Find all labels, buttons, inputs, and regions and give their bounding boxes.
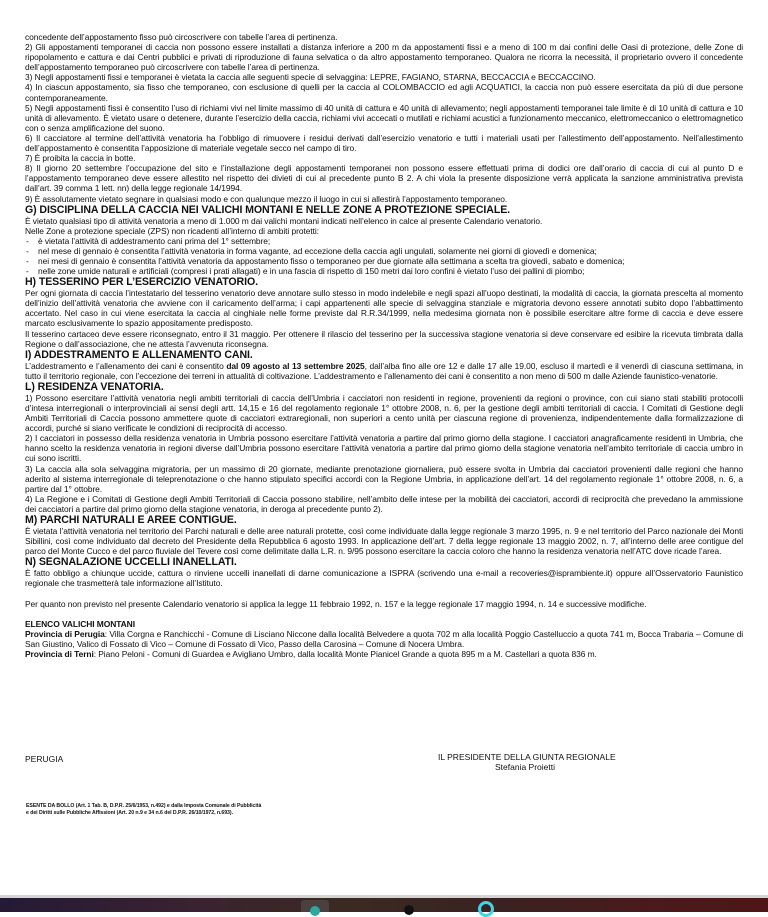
- paragraph: 2) Gli appostamenti temporanei di caccia non possono essere installati a distanza inferiore a 200 m da appostamenti fissi e a meno di 100 m dai confini delle Oasi di protezione, delle Zone di ripopolamento e cattura e dai Centri pubblici e privati di riproduzione di fauna selvatica o da altro appostamento temporaneo. Qualora ne ricorra la necessità, il proprietario ovvero il concedente dell’appostamento temporaneo può circoscrivere con tabelle l’area di pertinenza.: [25, 42, 743, 73]
- paragraph: 3) Negli appostamenti fissi e temporanei è vietata la caccia alle seguenti specie di selvaggina: LEPRE, FAGIANO, STARNA, BECCACCIA e BECCACCINO.: [25, 72, 596, 83]
- province-label: Provincia di Perugia: [25, 628, 105, 639]
- paragraph: 3) La caccia alla sola selvaggina migratoria, per un massimo di 20 giornate, mediante prenotazione giornaliera, può essere svolta in Umbria dai cacciatori provenienti dalle regioni che hanno aderito al sistema interregionale di teleprenotazione o che hanno stipulato specifici accordi con la Regione Umbria, in applicazione dell’art. 14 del regolamento regionale 1° ottobre 2008, n. 6, a partire dal 1° ottobre.: [25, 463, 743, 494]
- paragraph: [25, 361, 743, 381]
- signatory-name: Stefania Proietti: [495, 762, 556, 772]
- text: : Villa Corgna e Ranchicchi - Comune di Lisciano Niccone dalla località Belvedere a quota 702 m alla località Poggio Castelluccio a quota 741 m, Bocca Trabaria – Comune di San Giustino, Valico di Fossato di Vico – Comune di Fossato di Vico, Passo della Carosina – Comune di Nocera Umbra.: [25, 628, 743, 649]
- valichi-title: [25, 619, 743, 629]
- app-glyph-icon: [310, 906, 320, 916]
- paragraph: 9) È assolutamente vietato segnare in qualsiasi modo e con qualunque mezzo il luogo in cui si allestirà l’appostamento temporaneo.: [25, 193, 508, 204]
- section-h-heading: H) TESSERINO PER L’ESERCIZIO VENATORIO.: [25, 276, 258, 289]
- province-label: Provincia di Terni: [25, 648, 94, 659]
- document-body: [25, 32, 743, 659]
- paragraph: 8) Il giorno 20 settembre l’occupazione del sito e l’installazione degli appostamenti temporanei non possono essere effettuati prima di dodici ore dall’orario di caccia di cui al punto D e l’appostamento temporaneo deve essere allestito nel rispetto dei divieti di cui al precedente punto B 2. A chi viola la presente disposizione verrà applicata la sanzione amministrativa prevista dall’art. 39 comma 1 lett. nn) della legge regionale 14/1994.: [25, 163, 743, 194]
- paragraph: È fatto obbligo a chiunque uccide, cattura o rinviene uccelli inanellati di darne comunicazione a ISPRA (scrivendo una e-mail a recoveries@isprambiente.it) oppure all’Osservatorio Faunistico regionale che trasmetterà tale informazione all’Istituto.: [25, 568, 743, 589]
- paragraph: Per ogni giornata di caccia l’intestatario del tesserino venatorio deve annotare sullo stesso in modo indelebile e negli spazi all’uopo destinati, la modalità di caccia, la giornata prescelta al momento dell’inizio dell’attività venatoria che avviene con il caricamento dell’arma; i capi appartenenti alle specie di selvaggina stanziale e migratoria devono essere annotati subito dopo l’abbattimento accertato. Nel caso in cui viene esercitata la caccia al cinghiale nelle forme previste dal R.R.34/1999, nella medesima giornata non è possibile esercitare altre forme di caccia e deve essere marcato esclusivamente lo spazio appositamente predisposto.: [25, 288, 743, 329]
- section-g-heading: G) DISCIPLINA DELLA CACCIA NEI VALICHI MONTANI E NELLE ZONE A PROTEZIONE SPECIALE.: [25, 203, 511, 216]
- list-item: - nel mese di gennaio è consentita l’attività venatoria in forma vagante, ad eccezione della caccia agli ungulati, solamente nei giorni di giovedì e domenica;: [25, 246, 743, 256]
- date-range: dal 09 agosto al 13 settembre 2025: [226, 360, 365, 371]
- section-l-heading: L) RESIDENZA VENATORIA.: [25, 380, 164, 393]
- section-n-heading: N) SEGNALAZIONE UCCELLI INANELLATI.: [25, 556, 237, 569]
- paragraph: 7) È proibita la caccia in botte.: [25, 153, 136, 164]
- dark-app-icon[interactable]: [404, 905, 414, 915]
- paragraph: 1) Possono esercitare l’attività venatoria negli ambiti territoriali di caccia dell’Umbria i cacciatori non residenti in regione, provenienti da regioni o province, con cui siano stati stabiliti protocolli d’intesa interregionali o interprovinciali ai sensi degli artt. 14,15 e 16 del regolamento regionale 1° ottobre 2008, n. 6, per la gestione degli ambiti territoriali di caccia. I Comitati di Gestione degli Ambiti Territoriali di Caccia possono ammettere quote di cacciatori extraregionali, non superiori a cento unità per ciascuna regione di provenienza, indipendentemente dalla formalizzazione di accordi, purché si siano verificate le condizioni di reciprocità di accesso.: [25, 392, 743, 434]
- place: PERUGIA: [25, 754, 64, 764]
- list-item: - è vietata l’attività di addestramento cani prima del 1° settembre;: [25, 236, 743, 246]
- spacer: [25, 589, 743, 599]
- section-m-heading: M) PARCHI NATURALI E AREE CONTIGUE.: [25, 514, 237, 527]
- spacer: [25, 609, 743, 619]
- stamp-line: e dei Diritti sulle Pubbliche Affissioni (Art. 20 n.9 e 34 n.6 del D.P.R. 26/10/1972, n.693).: [26, 810, 233, 816]
- valichi-title-text: ELENCO VALICHI MONTANI: [25, 618, 135, 629]
- section-i-heading: I) ADDESTRAMENTO E ALLENAMENTO CANI.: [25, 348, 253, 361]
- paragraph: 2) I cacciatori in possesso della residenza venatoria in Umbria possono esercitare l’attività venatoria a partire dal primo giorno della stagione. I cacciatori anagraficamente residenti in Umbria, che hanno scelto la residenza venatoria in regioni diverse dall’Umbria possono esercitare l’attività venatoria a partire dal primo giorno della stagione venatoria nell’ambito territoriale di caccia umbro in cui sono iscritti.: [25, 433, 743, 464]
- stamp-duty-note: [26, 803, 261, 817]
- signature-block: [438, 752, 638, 772]
- paragraph: 6) Il cacciatore al termine dell’attività venatoria ha l’obbligo di rimuovere i residui derivati dall’esercizio venatorio e tutti i materiali usati per l’allestimento dell’appostamento. Nell’allestimento dell’appostamento è consentita l’apposizione di materiale vegetale secco nel campo di tiro.: [25, 132, 743, 154]
- stamp-line: ESENTE DA BOLLO (Art. 1 Tab. B, D.P.R. 25/6/1953, n.492) e dalla Imposta Comunale di Pubblicità: [26, 803, 262, 809]
- ring-app-icon[interactable]: [478, 901, 494, 917]
- paragraph: 4) In ciascun appostamento, sia fisso che temporaneo, con esclusione di quelli per la caccia al COLOMBACCIO ed agli ACQUATICI, la caccia non può essere esercitata da più di due persone contemporaneamente.: [25, 82, 743, 103]
- paragraph: Nelle Zone a protezione speciale (ZPS) non ricadenti all’interno di ambiti protetti:: [25, 225, 319, 236]
- paragraph: 5) Negli appostamenti fissi è consentito l’uso di richiami vivi nel limite massimo di 40 unità di cattura e 40 unità di allevamento; negli appostamenti temporanei tale limite è di 10 unità di cattura e 10 unità di allevamento. È vietato usare o detenere, durante l’esercizio della caccia, richiami vivi accecati o mutilati e richiami acustici a funzionamento meccanico, elettromeccanico o elettromagnetico con o senza amplificazione del suono.: [25, 102, 743, 133]
- valichi-perugia: [25, 629, 743, 649]
- closing-paragraph: Per quanto non previsto nel presente Calendario venatorio si applica la legge 11 febbraio 1992, n. 157 e la legge regionale 17 maggio 1994, n. 14 e successive modifiche.: [25, 598, 647, 609]
- paragraph: 4) La Regione e i Comitati di Gestione degli Ambiti Territoriali di Caccia possono stabilire, nell’ambito delle intese per la mobilità dei cacciatori, accordi di reciprocità che prevedano la ammissione dei cacciatori a partire dal primo giorno della stagione venatoria, in deroga al precedente punto 2).: [25, 493, 743, 514]
- text: : Piano Peloni - Comuni di Guardea e Avigliano Umbro, dalla località Monte Pianicel Grande a quota 895 m a M. Castellari a quota 836 m.: [93, 648, 597, 659]
- valichi-terni: [25, 649, 743, 659]
- list-item: - nei mesi di gennaio è consentita l’attività venatoria da appostamento fisso o temporaneo per due giornate alla settimana a scelta tra giovedì, sabato e domenica;: [25, 256, 743, 266]
- text: L’addestramento e l’allenamento dei cani è consentito: [25, 360, 227, 371]
- signatory-role: IL PRESIDENTE DELLA GIUNTA REGIONALE: [438, 752, 616, 762]
- text: , dall’alba fino alle ore 12 e dalle 17 alle 19.00, escluso il martedì e il venerdì di ciascuna settimana, in tutto il territorio regionale, con l’eccezione dei terreni in attualità di coltivazione. L’addestramento e l’allenamento dei cani è consentito a non meno di 500 m dalle Aziende faunistico-venatorie.: [25, 360, 743, 381]
- paragraph: È vietato qualsiasi tipo di attività venatoria a meno di 1.000 m dai valichi montani indicati nell’elenco in calce al presente Calendario venatorio.: [25, 215, 543, 226]
- paragraph: È vietata l’attività venatoria nel territorio dei Parchi naturali e delle aree naturali protette, così come individuate dalla legge regionale 3 marzo 1995, n. 9 e nel territorio del Parco nazionale dei Monti Sibillini, così come individuato dal decreto del Presidente della Repubblica 6 agosto 1993. In applicazione dell’art. 7 della legge regionale 13 maggio 2002, n. 7, all’interno delle aree contigue del parco del Monte Cucco e del parco fluviale del Tevere così come delimitate dalla L.R. n. 9/95 possono esercitare la caccia coloro che hanno la residenza venatoria nell’ATC dove ricade l’area.: [25, 526, 743, 557]
- paragraph: Il tesserino cartaceo deve essere riconsegnato, entro il 31 maggio. Per ottenere il rilascio del tesserino per la successiva stagione venatoria si deve conservare ed esibire la ricevuta timbrata dalla Regione o dall’associazione, che ne attesta l’avvenuta riconsegna.: [25, 328, 743, 349]
- list-item: - nelle zone umide naturali e artificiali (compresi i prati allagati) e in una fascia di rispetto di 150 metri dai loro confini è vietato l’uso dei pallini di piombo;: [25, 266, 743, 276]
- paragraph: concedente dell’appostamento fisso può circoscrivere con tabelle l’area di pertinenza.: [25, 32, 338, 42]
- taskbar: [0, 898, 768, 912]
- zps-list: [25, 236, 743, 276]
- app-icon[interactable]: [301, 900, 329, 912]
